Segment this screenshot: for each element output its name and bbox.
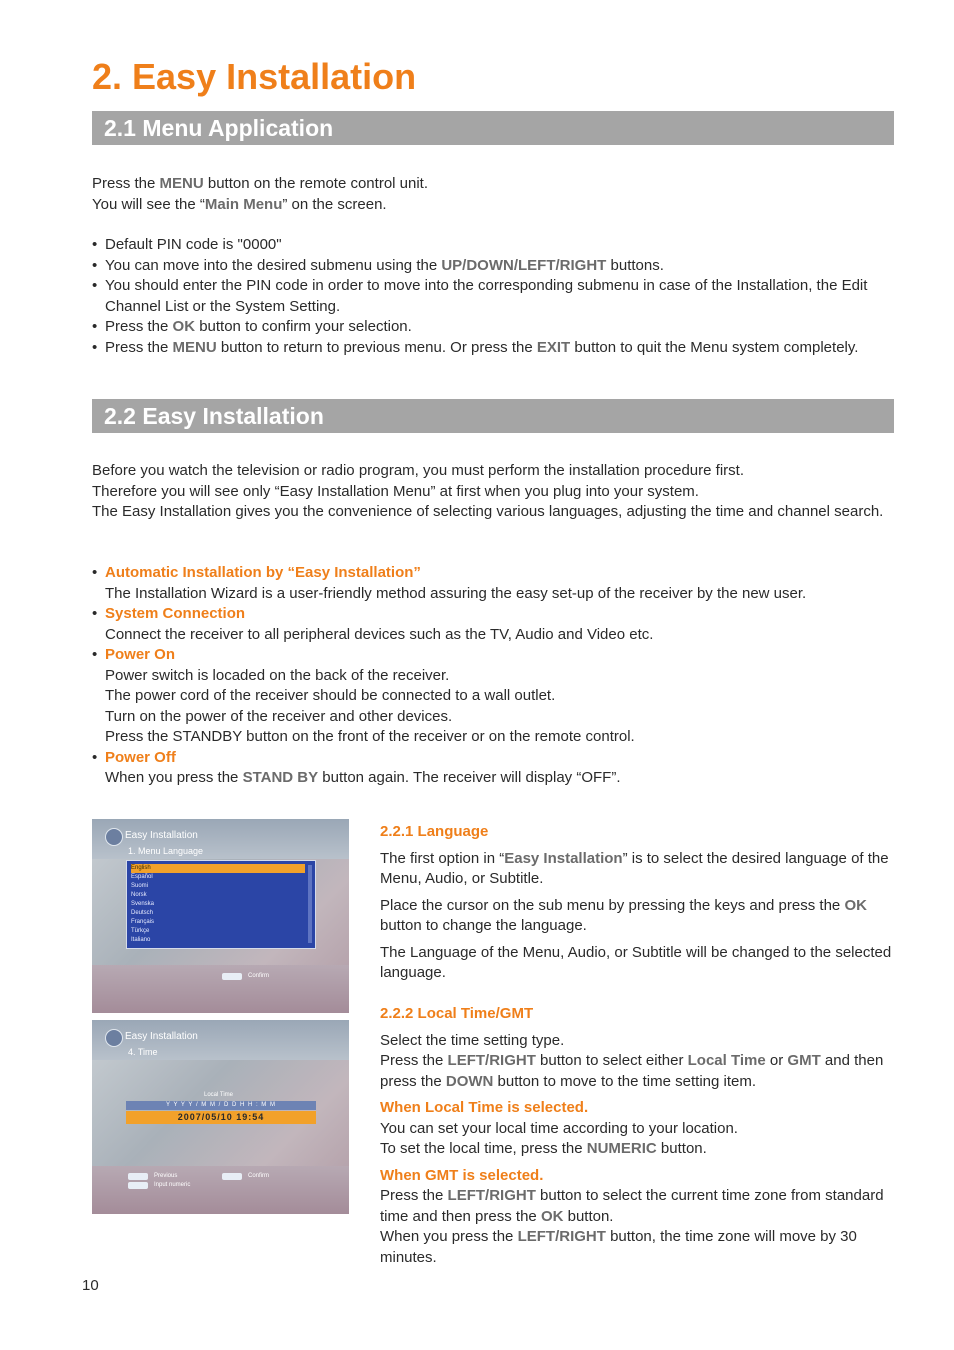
subsection-heading: 2.2.2 Local Time/GMT bbox=[380, 1005, 534, 1022]
list-item: Italiano bbox=[131, 937, 151, 943]
ok-key-icon bbox=[222, 973, 242, 980]
screen-header bbox=[92, 819, 349, 859]
local-time-heading: When Local Time is selected. bbox=[380, 1099, 589, 1116]
gmt-heading: When GMT is selected. bbox=[380, 1166, 544, 1184]
paragraph: Select the time setting type. bbox=[380, 1031, 565, 1049]
paragraph: Therefore you will see only “Easy Installation Menu” at first when you plug into your system. bbox=[92, 482, 699, 500]
confirm-label: Confirm bbox=[248, 973, 270, 979]
list-item: Norsk bbox=[131, 892, 147, 898]
time-mode: Local Time bbox=[204, 1092, 234, 1098]
paragraph: The Easy Installation gives you the convenience of selecting various languages, adjusting the time and channel search. bbox=[92, 503, 884, 520]
paragraph: Press the LEFT/RIGHT button to select the current time zone from standard time and then press the OK button. bbox=[380, 1187, 884, 1225]
previous-key-icon bbox=[128, 1173, 148, 1180]
list-item: English bbox=[131, 864, 305, 873]
time-setting bbox=[126, 1090, 316, 1120]
menu-application-intro bbox=[92, 174, 894, 215]
list-item: Suomi bbox=[131, 883, 149, 889]
section-heading: 2.2 Easy Installation bbox=[104, 403, 324, 429]
previous-label: Previous bbox=[154, 1173, 178, 1179]
paragraph: Before you watch the television or radio program, you must perform the installation procedure first. bbox=[92, 462, 744, 479]
menu-icon bbox=[105, 828, 123, 846]
paragraph: The first option in “Easy Installation” is to select the desired language of the Menu, Audio, or Subtitle. bbox=[380, 849, 889, 887]
subsection-heading: 2.2.1 Language bbox=[380, 823, 489, 840]
page-number: 10 bbox=[82, 1277, 99, 1294]
ok-key-icon bbox=[222, 1173, 242, 1180]
menu-icon bbox=[105, 1029, 123, 1047]
input-numeric-label: Input numeric bbox=[154, 1182, 191, 1188]
menu-application-bullets bbox=[92, 235, 882, 358]
language-list bbox=[126, 860, 316, 949]
list-item: • Press the MENU button to return to previous menu. Or press the EXIT button to quit the Menu system completely. bbox=[92, 338, 882, 359]
list-item: • Press the OK button to confirm your selection. bbox=[92, 317, 882, 338]
screen-header bbox=[92, 1020, 349, 1060]
list-item: • Automatic Installation by “Easy Installation” The Installation Wizard is a user-friendly method assuring the easy set-up of the receiver by the new user. bbox=[92, 563, 882, 604]
screen-subtitle: 1. Menu Language bbox=[128, 846, 204, 856]
section-heading: 2.1 Menu Application bbox=[104, 115, 334, 141]
confirm-label: Confirm bbox=[248, 1173, 270, 1179]
time-value: 2007/05/10 19:54 bbox=[126, 1111, 316, 1124]
list-item: Türkçe bbox=[131, 928, 150, 934]
scrollbar bbox=[308, 865, 312, 943]
list-item: • Default PIN code is "0000" bbox=[92, 235, 882, 256]
list-item: • System Connection Connect the receiver to all peripheral devices such as the TV, Audio and Video etc. bbox=[92, 604, 882, 645]
easy-installation-items bbox=[92, 563, 882, 789]
list-item: • You can move into the desired submenu using the UP/DOWN/LEFT/RIGHT buttons. bbox=[92, 256, 882, 277]
list-item: Svenska bbox=[131, 901, 155, 907]
paragraph: Press the LEFT/RIGHT button to select either Local Time or GMT and then press the DOWN button to move to the time setting item. bbox=[380, 1052, 884, 1090]
easy-installation-intro bbox=[92, 461, 894, 523]
intro-line: You will see the “Main Menu” on the screen. bbox=[92, 195, 387, 213]
numeric-key-icon bbox=[128, 1182, 148, 1189]
intro-line: Press the MENU button on the remote control unit. bbox=[92, 175, 429, 192]
screen-title: Easy Installation bbox=[125, 830, 198, 841]
paragraph: When you press the LEFT/RIGHT button, the time zone will move by 30 minutes. bbox=[380, 1228, 857, 1266]
time-format: Y Y Y Y / M M / D D H H : M M bbox=[126, 1101, 316, 1110]
paragraph: The Language of the Menu, Audio, or Subtitle will be changed to the selected language. bbox=[380, 943, 892, 981]
local-time-section bbox=[380, 1004, 894, 1268]
paragraph: Place the cursor on the sub menu by pressing the keys and press the OK button to change the language. bbox=[380, 896, 867, 934]
section-header-easy-installation bbox=[92, 399, 894, 433]
list-item: Deutsch bbox=[131, 910, 154, 916]
paragraph: You can set your local time according to your location. bbox=[380, 1119, 738, 1137]
list-item: • You should enter the PIN code in order to move into the corresponding submenu in case of the Installation, the Edit Channel List or the System Setting. bbox=[92, 276, 882, 317]
screen-subtitle: 4. Time bbox=[128, 1047, 158, 1057]
screenshot-menu-language bbox=[92, 819, 349, 1013]
screen-footer bbox=[92, 1166, 349, 1214]
section-header-menu-application bbox=[92, 111, 894, 145]
screenshot-time bbox=[92, 1020, 349, 1214]
list-item: Français bbox=[131, 919, 155, 925]
list-item: • Power Off When you press the STAND BY button again. The receiver will display “OFF”. bbox=[92, 748, 882, 789]
page-title: 2. Easy Installation bbox=[92, 56, 417, 97]
screen-title: Easy Installation bbox=[125, 1031, 198, 1042]
paragraph: To set the local time, press the NUMERIC button. bbox=[380, 1140, 707, 1157]
list-item: • Power On Power switch is locaded on the back of the receiver. The power cord of the receiver should be connected to a wall outlet. Turn on the power of the receiver and other devices. Press the STANDBY button on the front of the receiver or on the remote control. bbox=[92, 645, 882, 748]
language-section bbox=[380, 822, 894, 984]
list-item: Español bbox=[131, 874, 153, 880]
screen-footer bbox=[92, 965, 349, 1013]
